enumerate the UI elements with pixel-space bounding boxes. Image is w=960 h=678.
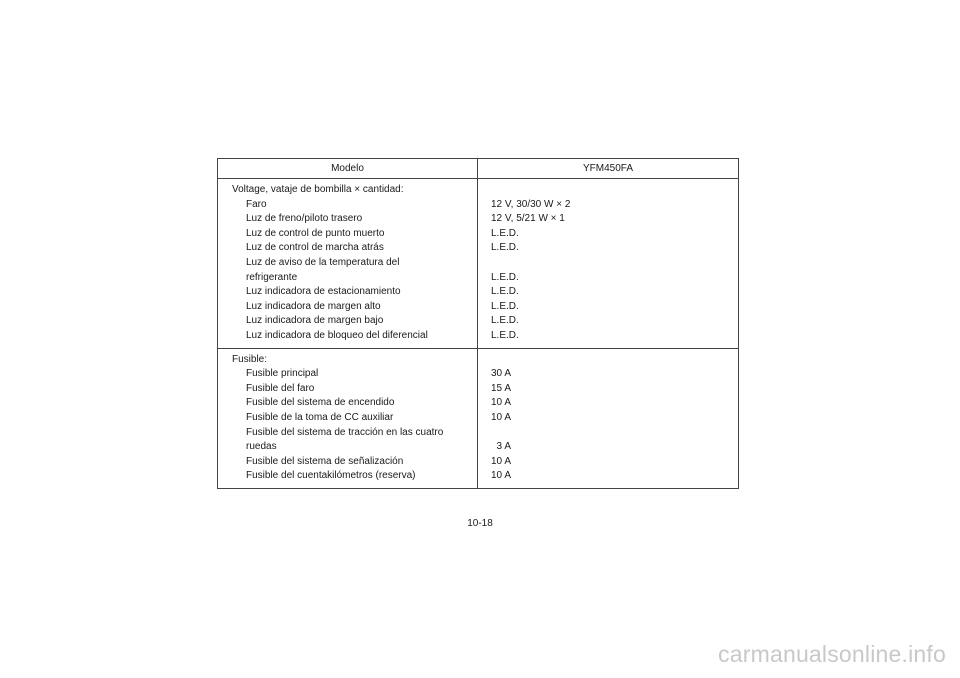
item-value: L.E.D. [491,271,519,283]
item-value: L.E.D. [491,329,519,341]
watermark-text: carmanualsonline.info [718,641,946,667]
section-bulbs-values [478,179,739,349]
section-title: Voltage, vataje de bombilla × cantidad: [232,184,404,195]
item-label: Luz indicadora de margen alto [246,300,381,312]
item-value: 12 V, 5/21 W × 1 [491,213,565,225]
item-label: Luz indicadora de bloqueo del diferencial [246,329,428,341]
item-value: 10 A [491,470,512,482]
item-label: Luz indicadora de estacionamiento [246,286,401,298]
section-title: Fusible: [232,353,268,365]
item-label: Luz de freno/piloto trasero [246,213,363,225]
item-label: Luz indicadora de margen bajo [246,315,384,327]
section-fuses-labels [218,348,478,488]
item-value: 12 V, 30/30 W × 2 [491,198,571,210]
labels-list [218,198,477,344]
item-value: L.E.D. [491,286,519,298]
item-label: Luz de control de marcha atrás [246,242,384,254]
section-fuses-values [478,348,739,488]
item-value: L.E.D. [491,227,519,239]
section-fuses [218,348,739,488]
item-label: Fusible del sistema de señalización [246,455,404,467]
section-bulbs-labels [218,179,478,349]
item-value: 15 A [491,382,512,394]
item-value: 10 A [491,455,512,467]
item-label: Luz de aviso de la temperatura del [246,256,400,268]
item-value: 10 A [491,397,512,409]
specifications-table [217,158,739,489]
item-value: 30 A [491,368,512,380]
item-label: Fusible del sistema de encendido [246,397,395,409]
item-value: 10 A [491,411,512,423]
page-number: 10-18 [467,518,493,529]
table-header-row [218,159,739,179]
item-label: refrigerante [246,271,298,283]
item-label: Fusible principal [246,368,319,380]
header-model-label: Modelo [218,159,478,179]
header-model-value: YFM450FA [478,159,739,179]
item-label: Fusible del faro [246,382,315,394]
item-value: L.E.D. [491,242,519,254]
item-value: L.E.D. [491,300,519,312]
labels-list [218,367,477,484]
section-bulbs [218,179,739,349]
item-label: Fusible del sistema de tracción en las cuatro [246,426,444,438]
values-list [478,198,738,344]
values-list [478,367,738,484]
item-label: Luz de control de punto muerto [246,227,385,239]
item-value: L.E.D. [491,315,519,327]
item-label: Fusible del cuentakilómetros (reserva) [246,470,416,482]
item-value: 3 A [491,441,512,453]
item-label: Fusible de la toma de CC auxiliar [246,411,394,423]
item-label: ruedas [246,441,277,453]
item-label: Faro [246,198,267,210]
